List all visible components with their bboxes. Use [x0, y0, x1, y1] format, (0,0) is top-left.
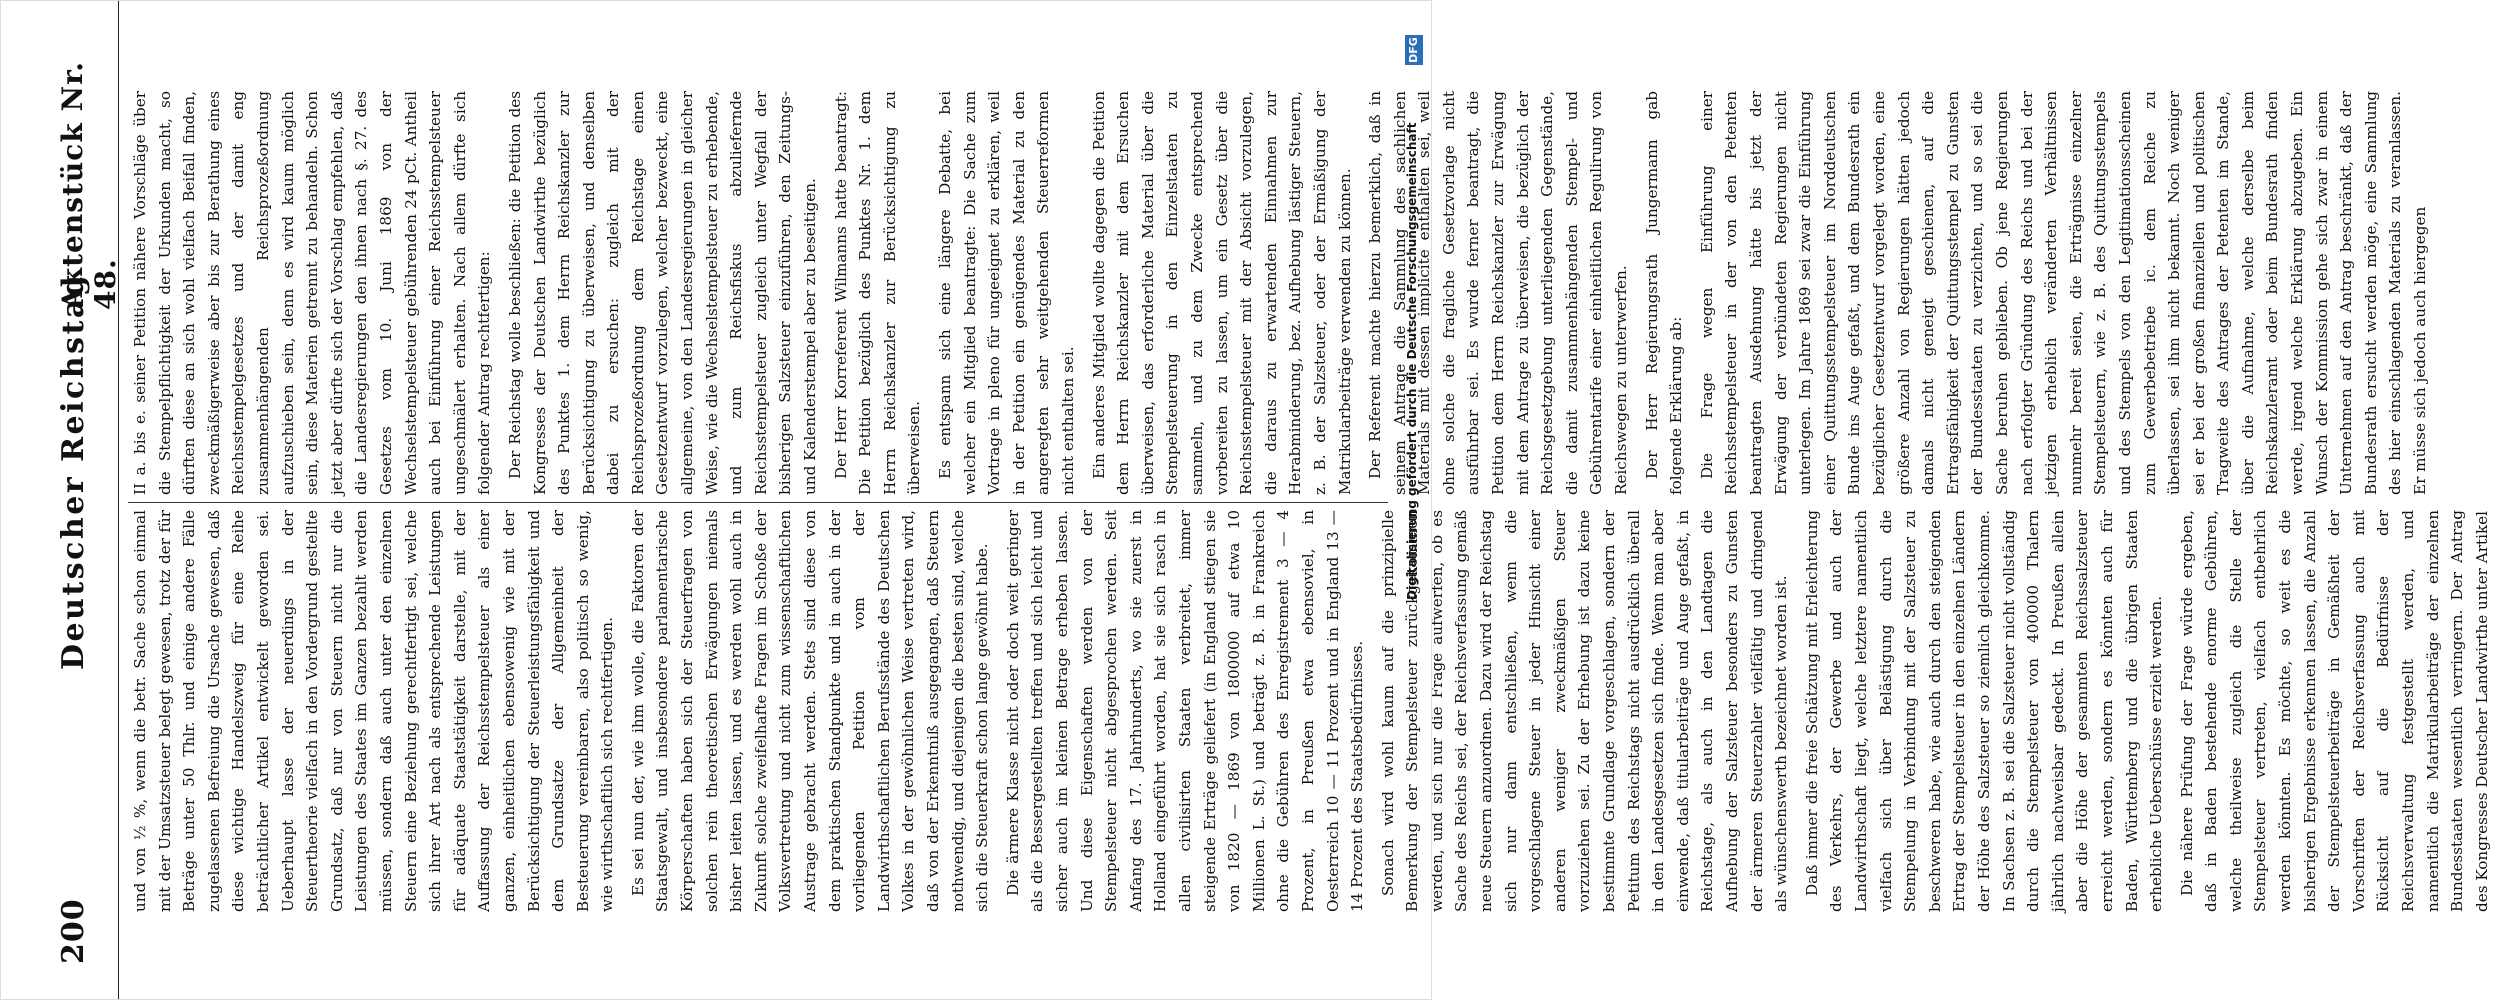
- paragraph: Die Frage wegen Einführung einer Reichsstempelsteuer in der von den Petenten beantragten Ausdehnung hätte bis jetzt der Erwägung der verbündeten Regierungen nicht unterlegen. Im Jahre 1869 sei zwar die Einführung einer Quittungsstempelsteuer im Norddeutschen Bunde ins Auge gefaßt, und dem Bundesrath ein bezüglicher Gesetzentwurf vorgelegt worden, eine größere Anzahl von Regierungen hätten jedoch damals nicht geneigt geschienen, auf die Ertragsfähigkeit der Quittungsstempel zu Gunsten der Bundesstaaten zu verzichten, und so sei die Sache beruhen geblieben. Ob jene Regierungen nach erfolgter Gründung des Reichs und bei der jetzigen erheblich veränderten Verhältnissen nunmehr bereit seien, die Erträgnisse einzelner Stempelsteuern, wie z. B. des Quittungsstempels und des Stempels von den Legitimationsscheinen zum Gewerbebetriebe ic. dem Reiche zu überlassen, sei ihm nicht bekannt. Noch weniger sei er bei der großen finanziellen und politischen Tragweite des Antrages der Petenten im Stande, über die Aufnahme, welche derselbe beim Reichskanzleramt oder beim Bundesrath finden werde, irgend welche Erklärung abzugeben. Ein Wunsch der Kommission gehe sich zwar in einem Unternehmen auf den Antrag beschränkt, daß der Bundesrath ersucht werden möge, eine Sammlung des hier einschlagenden Materials zu veranlassen. Er müsse sich jedoch auch hiergegen: [1697, 91, 2430, 495]
- page-title: Deutscher Reichstag: [56, 272, 91, 670]
- paragraph: Die ärmere Klasse nicht oder doch weit geringer als die Bessergestellten treffen und sich leicht und sicher auch im kleinen Betrage erheben lassen. Und diese Eigenschaften werden von der Stempelsteuer nicht abgesprochen werden. Seit Anfang des 17. Jahrhunderts, wo sie zuerst in Holland eingeführt worden, hat sie sich rasch in allen civilisirten Staaten verbreitet, immer steigende Erträge geliefert (in England stiegen sie von 1820 — 1869 von 1800000 auf etwa 10 Millionen L. St.) und beträgt z. B. in Frankreich ohne die Gebühren des Enregistrement 3 — 4 Prozent, in Preußen etwa ebensoviel, in Oesterreich 10 — 11 Prozent und in England 13 — 14 Prozent des Staatsbedürfnisses.: [1003, 510, 1367, 912]
- paragraph: und von ½ %, wenn die betr. Sache schon einmal mit der Umsatzsteuer belegt gewesen, trotz der für Beträge unter 50 Thlr. und einige andere Fälle zugelassenen Befreiung die Ursache gewesen, daß diese wichtige Handelszweig für eine Reihe beträchtlicher Artikel entwickelt geworden sei. Ueberhaupt lasse der neuerdings in der Steuertheorie vielfach in den Vordergrund gestellte Grundsatz, daß nur von Steuern nicht nur die Leistungen des Staates im Ganzen bezahlt werden müssen, sondern daß auch unter den einzelnen Steuern eine Beziehung gerechtfertigt sei, welche sich ihrer Art nach als entsprechende Leistungen für adäquate Staatstätigkeit darstelle, mit der Auffassung der Reichsstempelsteuer als einer ganzen, einheitlichen ebensowenig wie mit der Berücksichtigung der Steuerleistungsfähigkeit und dem Grundsatze der Allgemeinheit der Besteuerung vereinbaren, also politisch so wenig, wie wirthschaftlich sich rechtfertigen.: [131, 510, 617, 912]
- paragraph: Sonach wird wohl kaum auf die prinzipielle Bemerkung der Stempelsteuer zurückgekommen werden, und sich nur die Frage aufwerfen, ob es Sache des Reichs sei, der Reichsverfassung gemäß neue Steuern anzuordnen. Dazu wird der Reichstag sich nur dann entschließen, wenn die vorgeschlagene Steuer in jeder Hinsicht einer anderen weniger zweckmäßigen Steuer vorzuziehen sei. Zu der Erhebung ist dazu keine bestimmte Grundlage vorgeschlagen, sondern der Petitum des Reichstags nicht ausdrücklich überall in den Landesgesetzen sich finde. Wenn man aber einwende, daß titularbeiträge und Auge gefaßt, in Reichstage, als auch in den Landtagen die Aufhebung der Salzsteuer besonders zu Gunsten der ärmeren Steuerzahler vielfältig und dringend als wünschenswerth bezeichnet worden ist.: [1378, 510, 1791, 912]
- dfg-logo: DFG: [1405, 35, 1423, 65]
- digitization-note: Digitalisierung gefördert durch die Deutsche Forschungsgemeinschaft: [1405, 122, 1419, 600]
- page-header: [0, 0, 122, 1000]
- document-number: Aktenstück Nr. 48.: [56, 60, 122, 310]
- paragraph: Ein anderes Mitglied wollte dagegen die Petition dem Herrn Reichskanzler mit dem Ersuchen überweisen, das erforderliche Material über die Stempelsteuerung in den Einzelstaaten zu sammeln, und zu dem Zwecke entsprechend vorbereiten zu lassen, um ein Gesetz über die Reichsstempelsteuer mit der Absicht vorzulegen, die daraus zu erwartenden Einnahmen zur Herabminderung, bez. Aufhebung lästiger Steuern, z. B. der Salzsteuer, oder der Ermäßigung der Matrikularbeiträge verwenden zu können.: [1089, 91, 1354, 495]
- paragraph: Der Herr Korreferent Wilmanns hatte beantragt: Die Petition bezüglich des Punktes Nr. 1. dem Herrn Reichskanzler zur Berücksichtigung zu überweisen.: [831, 91, 924, 495]
- paragraph: II a. bis e. seiner Petition nähere Vorschläge über die Stempelpflichtigkeit der Urkunden macht, so dürften diese an sich wohl vielfach Beifall finden, zweckmäßigerweise aber bis zur Berathung eines Reichsstempelgesetzes und der damit eng zusammenhängenden Reichsprozeßordnung aufzuschieben sein, denn es wird kaum möglich sein, diese Materien getrennt zu behandeln. Schon jetzt aber dürfte sich der Vorschlag empfehlen, daß die Landesregierungen den ihnen nach §. 27. des Gesetzes vom 10. Juni 1869 von der Wechselstempelsteuer gebührenden 24 pCt. Antheil auch bei Einführung einer Reichsstempelsteuer ungeschmälert erhalten. Nach allem dürfte sich folgender Antrag rechtfertigen:: [131, 91, 494, 495]
- paragraph: Der Reichstag wolle beschließen: die Petition des Kongresses der Deutschen Landwirthe bezüglich des Punktes 1. dem Herrn Reichskanzler zur Berücksichtigung zu überweisen, und denselben dabei zu ersuchen: zugleich mit der Reichsprozeßordnung dem Reichstage einen Gesetzentwurf vorzulegen, welcher bezweckt, eine allgemeine, von den Landesregierungen in gleicher Weise, wie die Wechselstempelsteuer zu erhebende, und zum Reichsfiskus abzuliefernde Reichsstempelsteuer zugleich unter Wegfall der bisherigen Salzsteuer einzuführen, den Zeitungs- und Kalenderstempel aber zu beseitigen.: [505, 91, 820, 495]
- text-column-left: [128, 510, 2491, 912]
- column-divider: [128, 502, 1388, 503]
- paragraph: Daß immer die freie Schätzung mit Erleichterung des Verkehrs, der Gewerbe und auch der Landwirthschaft liegt, welche letztere namentlich vielfach sich über Belästigung durch die Stempelung in Verbindung mit der Salzsteuer zu beschweren habe, wie auch durch den steigenden Ertrag der Stempelsteuer in den einzelnen Ländern der Höhe des Salzsteuer so ziemlich gleichkomme. In Sachsen z. B. sei die Salzsteuer nicht vollständig durch die Stempelsteuer von 400000 Thalern jährlich nachweisbar gedeckt. In Preußen allein aber die Höhe der gesammten Reichssalzsteuer erreicht werden, sondern es könnten auch für Baden, Württemberg und die übrigen Staaten erhebliche Ueberschüsse erzielt werden.: [1802, 510, 2166, 912]
- paragraph: Es entspann sich eine längere Debatte, bei welcher ein Mitglied beantragte: Die Sache zum Vortrage in pleno für ungeeignet zu erklären, weil in der Petition ein genügendes Material zu den angeregten sehr weitgehenden Steuerreformen nicht enthalten sei.: [936, 91, 1077, 495]
- page-footer: [1405, 0, 1427, 1000]
- paragraph: Der Referent machte hierzu bemerklich, daß in seinem Antrage die Sammlung des sachlichen Materials mit dessen implicite enthalten sei, weil ohne solche die fragliche Gesetzvorlage nicht ausführbar sei. Es wurde ferner beantragt, die Petition dem Herrn Reichskanzler zur Erwägung mit dem Antrage zu überweisen, die bezüglich der Reichsgesetzgebung unterliegenden Gegenstände, die damit zusammenhängenden Stempel- und Gebührentarife einer einheitlichen Regulirung von Reichswegen zu unterwerfen.: [1366, 91, 1631, 495]
- page-number: 200: [56, 898, 91, 964]
- paragraph: Es sei nun der, wie ihm wolle, die Faktoren der Staatsgewalt, und insbesondere parlamentarische Körperschaften haben sich der Steuerfragen von solchen rein theoretischen Erwägungen niemals bisher leiten lassen, und es werden wohl auch in Zukunft solche zweifelhafte Fragen im Schoße der Volksvertretung und nicht zum wissenschaftlichen Austrage gebracht werden. Stets sind diese von dem praktischen Standpunkte und in auch in der vorliegenden Petition vom der Landwirthschaftlichen Berufsstände des Deutschen Volkes in der gewöhnlichen Weise vertreten wird, daß von der Erkenntniß ausgegangen, daß Steuern nothwendig, und diejenigen die besten sind, welche sich die Steuerkraft schon lange gewöhnt habe.: [628, 510, 992, 912]
- paragraph: Die nähere Prüfung der Frage würde ergeben, daß in Baden bestehende enorme Gebühren, welche theilweise zugleich die Stelle der Stempelsteuer vertreten, vielfach entbehrlich werden könnten. Es möchte, so weit es die bisherigen Ergebnisse erkennen lassen, die Anzahl der Stempelsteuerbeiträge in Gemäßheit der Vorschriften der Reichsverfassung auch mit Rücksicht auf die Bedürfnisse der Reichsverwaltung festgestellt werden, und namentlich die Matrikularbeiträge der einzelnen Bundesstaaten wesentlich verringern. Der Antrag des Kongresses Deutscher Landwirthe unter Artikel: [2177, 510, 2491, 912]
- paragraph: Der Herr Regierungsrath Jungermann gab folgende Erklärung ab:: [1642, 91, 1686, 495]
